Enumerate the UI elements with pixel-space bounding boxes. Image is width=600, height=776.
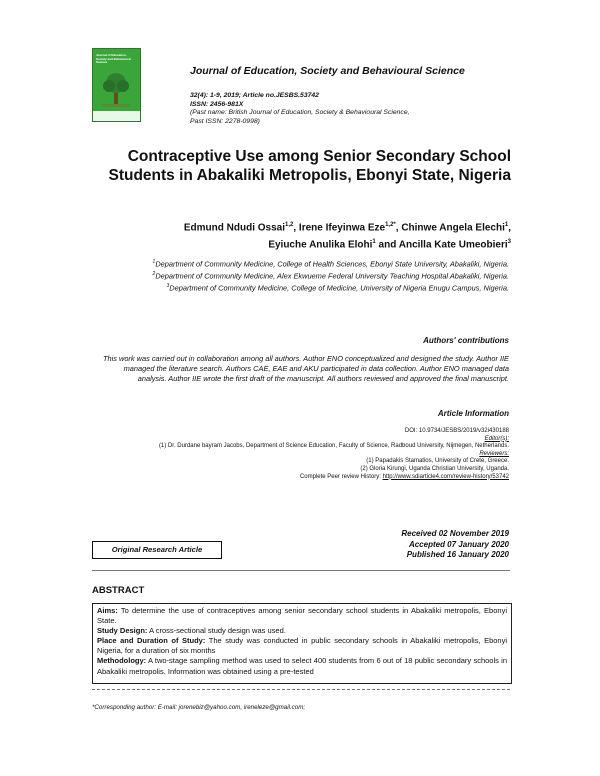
journal-past-name: (Past name: British Journal of Education, Society & Behavioural Science, [190,109,410,116]
abstract-aims [97,606,507,626]
author-name: Irene Ifeyinwa Eze [298,222,386,234]
received-date: Received 02 November 2019 [401,529,509,538]
method-text: A two-stage sampling method was used to select 400 students from 6 out of 18 public secondary schools in Abakaliki metropolis. Information was obtained using a pre-tested [97,656,507,676]
author-affiliation-sup: 1 [372,239,376,246]
editor-entry: (1) Dr. Durdane bayram Jacobs, Department of Science Education, Faculty of Science, Radboud University, Nijmegen, Netherlands. [158,443,509,450]
method-label: Methodology: [97,656,147,666]
author-separator: , [293,222,299,234]
author-affiliation-sup: 3 [507,239,511,246]
contributions-text: This work was carried out in collaboration among all authors. Author ENO conceptualized and designed the study. Author IIE managed the literature search. Authors CAE, EAE and AKU participated in data collection. Author ENO managed data analysis. Author IIE wrote the first draft of the manuscript. All authors reviewed and approved the final manuscript. [102,354,509,383]
reviewers-label: Reviewers: [479,450,509,457]
abstract-design [97,626,507,636]
abstract-heading: ABSTRACT [92,585,145,596]
author-affiliation-sup: 1,2 [285,222,294,228]
author-separator: and [375,239,399,251]
affiliation-sup: 3 [166,282,170,289]
paper-title: Contraceptive Use among Senior Secondary School Students in Abakaliki Metropolis, Ebonyi State, Nigeria [108,148,511,184]
author-name: Ancilla Kate Umeobieri [398,239,508,251]
author-name: Eyiuche Anulika Elohi [268,239,373,251]
author-name: Edmund Ndudi Ossai [183,222,286,234]
design-label: Study Design: [97,626,148,636]
author-name: Chinwe Angela Elechi [401,222,505,234]
cover-footer-band [93,111,140,121]
journal-cover-thumbnail [92,48,141,122]
accepted-date: Accepted 07 January 2020 [408,539,509,549]
article-info-heading: Article Information [437,409,509,418]
place-label: Place and Duration of Study: [97,636,206,646]
affiliation-text: Department of Community Medicine, Alex Ekwueme Federal University Teaching Hospital Abakaliki, Nigeria. [155,271,509,281]
reviewer-entry: (1) Papadakis Stamatios, University of Crete, Greece. [366,458,509,465]
abstract-methodology [97,656,507,676]
peer-review-link[interactable]: http://www.sdiarticle4.com/review-history/53742 [382,473,509,480]
affiliation [89,270,509,281]
place-text: The study was conducted in public secondary schools in Abakaliki metropolis, Ebonyi Nigeria, for a duration of six months [97,636,507,656]
affiliation-sup: 2 [152,270,156,277]
journal-issn: ISSN: 2456-981X [190,100,244,108]
affiliation-text: Department of Community Medicine, College of Medicine, University of Nigeria Enugu Campus, Nigeria. [169,283,509,293]
journal-meta [190,92,410,126]
abstract-box [92,603,512,684]
tree-icon [100,71,132,107]
author-affiliation-sup: 1,2* [385,222,396,228]
journal-title: Journal of Education, Society and Behavioural Science [190,65,465,77]
reviewer-entry: (2) Gloria Kirungi, Uganda Christian University, Uganda. [360,465,509,472]
author-separator: , [508,222,511,234]
article-info [89,428,509,481]
affiliation-text: Department of Community Medicine, College of Health Sciences, Ebonyi State University, Abakaliki, Nigeria. [155,259,509,269]
article-type-badge: Original Research Article [92,541,222,559]
author-separator: , [395,222,402,234]
peer-review-history [89,474,509,482]
editors-label: Editor(s): [484,435,509,442]
affiliation [89,258,509,269]
affiliations [89,258,509,294]
contributions-heading: Authors' contributions [423,336,509,345]
author-list [51,218,511,253]
aims-text: To determine the use of contraceptives among senior secondary school students in Abakaliki metropolis, Ebonyi State. [97,606,507,626]
affiliation-sup: 1 [152,259,156,265]
peer-review-label: Complete Peer review History: [299,473,383,480]
author-affiliation-sup: 1 [504,222,509,228]
design-text: A cross-sectional study design was used. [147,626,286,636]
doi: DOI: 10.9734/JESBS/2019/v32i430188 [404,428,509,434]
publication-dates [401,529,509,561]
journal-past-issn: Past ISSN: 2278-0998) [190,117,260,125]
published-date: Published 16 January 2020 [406,550,509,559]
footnote-divider [92,689,510,690]
cover-title: Journal of Education, Society and Behavioural Science [96,53,131,65]
corresponding-author-footnote: *Corresponding author: E-mail: jorenebiz@yahoo.com, ireneleze@gmail.com; [92,704,306,711]
aims-label: Aims: [97,606,118,615]
affiliation [89,282,509,293]
journal-citation: 32(4): 1-9, 2019; Article no.JESBS.53742 [190,92,319,99]
abstract-place [97,636,507,656]
divider [92,570,510,571]
